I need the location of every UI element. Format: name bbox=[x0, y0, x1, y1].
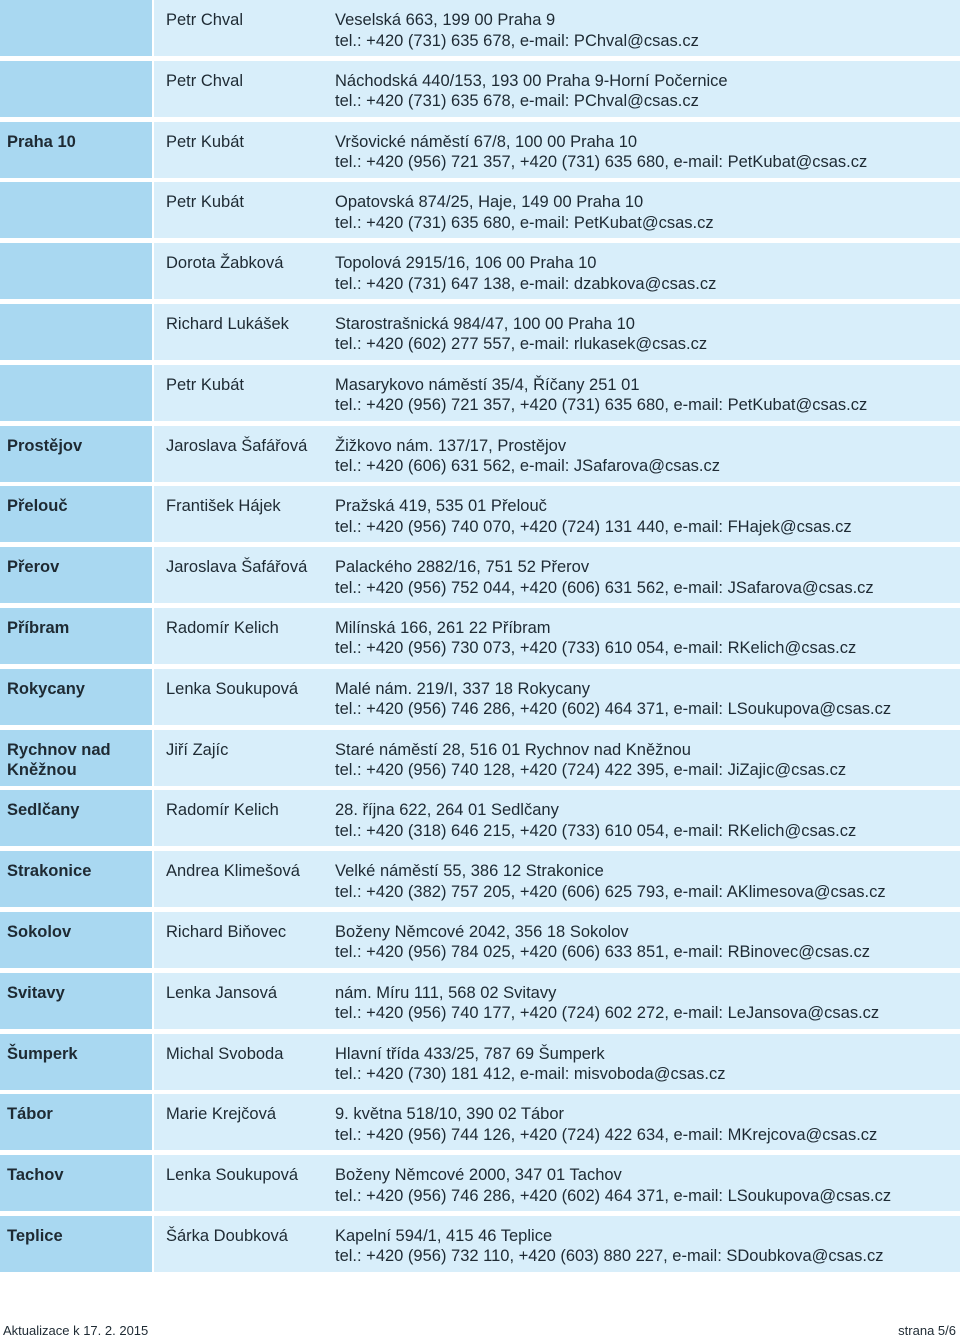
address-line: Milínská 166, 261 22 Příbram bbox=[335, 618, 551, 637]
table-row bbox=[0, 182, 960, 238]
city-cell: Sokolov bbox=[0, 912, 152, 968]
address-block bbox=[335, 132, 960, 178]
contact-person: Dorota Žabková bbox=[166, 254, 284, 273]
contact-line: tel.: +420 (956) 746 286, +420 (602) 464 371, e-mail: LSoukupova@csas.cz bbox=[335, 1186, 892, 1205]
contact-person: Jaroslava Šafářová bbox=[166, 558, 308, 577]
address-block bbox=[335, 861, 960, 907]
table-row bbox=[0, 851, 960, 907]
contact-person: Petr Kubát bbox=[166, 132, 244, 151]
address-line: nám. Míru 111, 568 02 Svitavy bbox=[335, 983, 557, 1002]
table-row bbox=[0, 122, 960, 178]
city-cell: Svitavy bbox=[0, 973, 152, 1029]
table-row bbox=[0, 243, 960, 299]
table-row bbox=[0, 1155, 960, 1211]
city-cell bbox=[0, 365, 152, 421]
table-row bbox=[0, 304, 960, 360]
contact-line: tel.: +420 (606) 631 562, e-mail: JSafarova@csas.cz bbox=[335, 457, 720, 476]
table-row bbox=[0, 669, 960, 725]
contact-line: tel.: +420 (731) 635 680, e-mail: PetKubat@csas.cz bbox=[335, 213, 714, 232]
address-block bbox=[335, 192, 960, 238]
contact-line: tel.: +420 (730) 181 412, e-mail: misvoboda@csas.cz bbox=[335, 1065, 726, 1084]
city-cell: Prostějov bbox=[0, 426, 152, 482]
details-cell bbox=[154, 1216, 960, 1272]
table-row bbox=[0, 608, 960, 664]
table-row bbox=[0, 1094, 960, 1150]
details-cell bbox=[154, 608, 960, 664]
contact-line: tel.: +420 (602) 277 557, e-mail: rlukasek@csas.cz bbox=[335, 335, 708, 354]
address-line: Velké náměstí 55, 386 12 Strakonice bbox=[335, 862, 604, 881]
city-cell: Přerov bbox=[0, 547, 152, 603]
address-line: Starostrašnická 984/47, 100 00 Praha 10 bbox=[335, 314, 635, 333]
city-cell: Tachov bbox=[0, 1155, 152, 1211]
contact-line: tel.: +420 (956) 721 357, +420 (731) 635 680, e-mail: PetKubat@csas.cz bbox=[335, 396, 868, 415]
city-cell bbox=[0, 304, 152, 360]
address-line: Staré náměstí 28, 516 01 Rychnov nad Kněžnou bbox=[335, 740, 691, 759]
contact-person: František Hájek bbox=[166, 497, 281, 516]
address-block bbox=[335, 679, 960, 725]
city-cell bbox=[0, 0, 152, 56]
address-line: Veselská 663, 199 00 Praha 9 bbox=[335, 11, 556, 29]
contact-person: Richard Biňovec bbox=[166, 922, 287, 941]
address-block bbox=[335, 375, 960, 421]
address-line: Masarykovo náměstí 35/4, Říčany 251 01 bbox=[335, 375, 640, 394]
address-block bbox=[335, 800, 960, 846]
details-cell bbox=[154, 1094, 960, 1150]
contact-line: tel.: +420 (956) 740 128, +420 (724) 422 395, e-mail: JiZajic@csas.cz bbox=[335, 761, 847, 780]
contact-person: Radomír Kelich bbox=[166, 801, 279, 820]
city-cell: Teplice bbox=[0, 1216, 152, 1272]
details-cell bbox=[154, 426, 960, 482]
address-block bbox=[335, 618, 960, 664]
contact-person: Marie Krejčová bbox=[166, 1105, 277, 1124]
contact-line: tel.: +420 (318) 646 215, +420 (733) 610 054, e-mail: RKelich@csas.cz bbox=[335, 821, 857, 840]
address-line: Palackého 2882/16, 751 52 Přerov bbox=[335, 558, 590, 577]
details-cell bbox=[154, 790, 960, 846]
address-line: Boženy Němcové 2000, 347 01 Tachov bbox=[335, 1166, 622, 1185]
page-footer bbox=[0, 1322, 960, 1342]
contact-person: Petr Kubát bbox=[166, 193, 244, 212]
details-cell bbox=[154, 365, 960, 421]
contact-line: tel.: +420 (956) 752 044, +420 (606) 631 562, e-mail: JSafarova@csas.cz bbox=[335, 578, 874, 597]
address-line: 9. května 518/10, 390 02 Tábor bbox=[335, 1105, 565, 1124]
contact-person: Petr Kubát bbox=[166, 375, 244, 394]
address-block bbox=[335, 983, 960, 1029]
details-cell bbox=[154, 61, 960, 117]
details-cell bbox=[154, 243, 960, 299]
address-block bbox=[335, 314, 960, 360]
address-block bbox=[335, 1104, 960, 1150]
contact-person: Andrea Klimešová bbox=[166, 862, 300, 881]
address-line: Kapelní 594/1, 415 46 Teplice bbox=[335, 1226, 553, 1245]
contact-line: tel.: +420 (956) 744 126, +420 (724) 422 634, e-mail: MKrejcova@csas.cz bbox=[335, 1125, 878, 1144]
details-cell bbox=[154, 1155, 960, 1211]
table-row bbox=[0, 486, 960, 542]
contact-person: Šárka Doubková bbox=[166, 1226, 288, 1245]
table-row bbox=[0, 547, 960, 603]
table-row bbox=[0, 1216, 960, 1272]
contact-line: tel.: +420 (382) 757 205, +420 (606) 625 793, e-mail: AKlimesova@csas.cz bbox=[335, 882, 886, 901]
contact-line: tel.: +420 (731) 635 678, e-mail: PChval@csas.cz bbox=[335, 31, 699, 50]
city-cell bbox=[0, 61, 152, 117]
city-cell: Rychnov nad Kněžnou bbox=[0, 730, 152, 786]
contact-person: Lenka Jansová bbox=[166, 983, 277, 1002]
address-line: Pražská 419, 535 01 Přelouč bbox=[335, 497, 547, 516]
address-line: Topolová 2915/16, 106 00 Praha 10 bbox=[335, 254, 597, 273]
table-row bbox=[0, 973, 960, 1029]
contact-line: tel.: +420 (956) 721 357, +420 (731) 635 680, e-mail: PetKubat@csas.cz bbox=[335, 153, 868, 172]
address-block bbox=[335, 496, 960, 542]
address-block bbox=[335, 557, 960, 603]
table-row bbox=[0, 61, 960, 117]
city-cell: Šumperk bbox=[0, 1034, 152, 1090]
city-cell bbox=[0, 182, 152, 238]
address-block bbox=[335, 740, 960, 786]
table-row bbox=[0, 730, 960, 786]
address-block bbox=[335, 1165, 960, 1211]
contact-line: tel.: +420 (956) 746 286, +420 (602) 464 371, e-mail: LSoukupova@csas.cz bbox=[335, 700, 892, 719]
contact-person: Petr Chval bbox=[166, 71, 244, 90]
contact-person: Jiří Zajíc bbox=[166, 740, 229, 759]
city-cell: Příbram bbox=[0, 608, 152, 664]
details-cell bbox=[154, 1034, 960, 1090]
details-cell bbox=[154, 851, 960, 907]
contact-person: Jaroslava Šafářová bbox=[166, 436, 308, 455]
address-line: Vršovické náměstí 67/8, 100 00 Praha 10 bbox=[335, 132, 638, 151]
contact-person: Michal Svoboda bbox=[166, 1044, 284, 1063]
contact-line: tel.: +420 (956) 784 025, +420 (606) 633 851, e-mail: RBinovec@csas.cz bbox=[335, 943, 870, 962]
contact-person: Petr Chval bbox=[166, 11, 244, 29]
contact-line: tel.: +420 (956) 730 073, +420 (733) 610 054, e-mail: RKelich@csas.cz bbox=[335, 639, 857, 658]
details-cell bbox=[154, 486, 960, 542]
contact-line: tel.: +420 (956) 732 110, +420 (603) 880 227, e-mail: SDoubkova@csas.cz bbox=[335, 1247, 884, 1266]
details-cell bbox=[154, 304, 960, 360]
contact-line: tel.: +420 (731) 635 678, e-mail: PChval@csas.cz bbox=[335, 92, 699, 111]
city-cell: Strakonice bbox=[0, 851, 152, 907]
table-row bbox=[0, 790, 960, 846]
contact-person: Radomír Kelich bbox=[166, 618, 279, 637]
details-cell bbox=[154, 122, 960, 178]
details-cell bbox=[154, 669, 960, 725]
details-cell bbox=[154, 182, 960, 238]
contact-person: Lenka Soukupová bbox=[166, 1166, 299, 1185]
address-block bbox=[335, 436, 960, 482]
table-row bbox=[0, 912, 960, 968]
address-block bbox=[335, 1226, 960, 1272]
contact-person: Richard Lukášek bbox=[166, 314, 289, 333]
address-line: Žižkovo nám. 137/17, Prostějov bbox=[335, 436, 567, 455]
address-line: Boženy Němcové 2042, 356 18 Sokolov bbox=[335, 922, 629, 941]
address-line: Náchodská 440/153, 193 00 Praha 9-Horní Počernice bbox=[335, 71, 728, 90]
address-line: Hlavní třída 433/25, 787 69 Šumperk bbox=[335, 1044, 605, 1063]
city-cell: Tábor bbox=[0, 1094, 152, 1150]
city-cell: Praha 10 bbox=[0, 122, 152, 178]
city-cell: Přelouč bbox=[0, 486, 152, 542]
city-cell: Rokycany bbox=[0, 669, 152, 725]
details-cell bbox=[154, 547, 960, 603]
details-cell bbox=[154, 0, 960, 56]
table-row bbox=[0, 365, 960, 421]
contact-line: tel.: +420 (956) 740 177, +420 (724) 602 272, e-mail: LeJansova@csas.cz bbox=[335, 1004, 880, 1023]
address-block bbox=[335, 253, 960, 299]
contact-line: tel.: +420 (956) 740 070, +420 (724) 131 440, e-mail: FHajek@csas.cz bbox=[335, 517, 852, 536]
address-block bbox=[335, 10, 960, 56]
table-row bbox=[0, 426, 960, 482]
contact-line: tel.: +420 (731) 647 138, e-mail: dzabkova@csas.cz bbox=[335, 274, 717, 293]
table-row bbox=[0, 0, 960, 56]
contact-person: Lenka Soukupová bbox=[166, 679, 299, 698]
address-block bbox=[335, 71, 960, 117]
update-date: Aktualizace k 17. 2. 2015 bbox=[3, 1323, 149, 1338]
details-cell bbox=[154, 730, 960, 786]
page-number: strana 5/6 bbox=[898, 1323, 956, 1338]
address-line: 28. října 622, 264 01 Sedlčany bbox=[335, 801, 559, 820]
details-cell bbox=[154, 973, 960, 1029]
address-line: Opatovská 874/25, Haje, 149 00 Praha 10 bbox=[335, 193, 644, 212]
address-block bbox=[335, 922, 960, 968]
city-cell: Sedlčany bbox=[0, 790, 152, 846]
address-block bbox=[335, 1044, 960, 1090]
address-line: Malé nám. 219/I, 337 18 Rokycany bbox=[335, 679, 590, 698]
city-cell bbox=[0, 243, 152, 299]
details-cell bbox=[154, 912, 960, 968]
table-row bbox=[0, 1034, 960, 1090]
